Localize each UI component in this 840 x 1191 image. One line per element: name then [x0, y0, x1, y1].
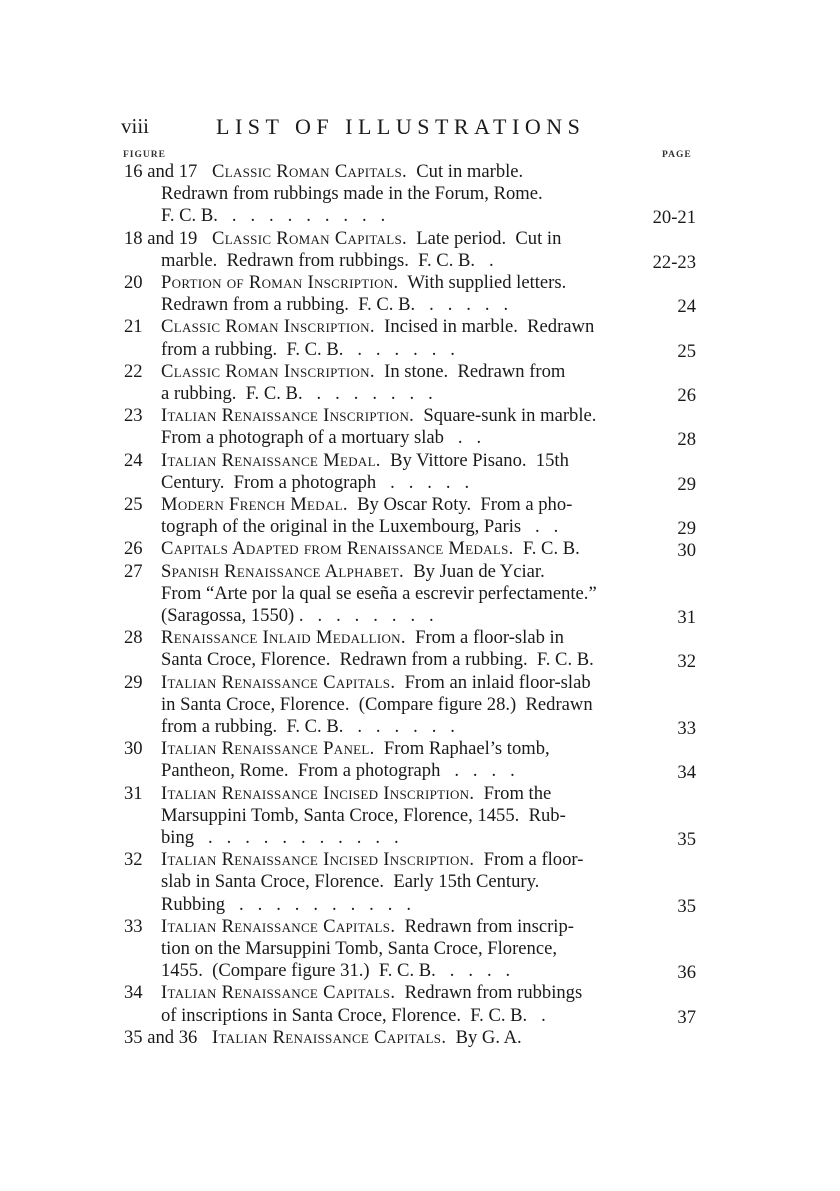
- figure-number: 31: [124, 782, 143, 804]
- entry-description: Rubbing: [161, 893, 226, 915]
- figure-number: 26: [124, 538, 143, 560]
- entry-description: By G. A.: [446, 1026, 522, 1048]
- entry-text: [161, 493, 646, 516]
- leader-dots: .: [527, 1004, 546, 1026]
- entry-text: [161, 715, 646, 738]
- entry-description: Square-sunk in marble.: [414, 405, 597, 427]
- leader-dots: .: [475, 249, 494, 271]
- entry-text: [161, 804, 646, 827]
- page-column-label: PAGE: [662, 150, 692, 160]
- page-reference: 25: [677, 340, 696, 362]
- entry-description: By Oscar Roty. From a pho-: [347, 494, 573, 515]
- entry-caption: Italian Renaissance Capitals.: [161, 982, 396, 1004]
- page-reference: 36: [677, 962, 696, 984]
- page-reference: 37: [677, 1006, 696, 1028]
- figure-number: 35 and 36: [124, 1026, 198, 1048]
- entry-text: [161, 360, 646, 383]
- entry-text: [212, 160, 697, 183]
- entry-description: From a photograph of a mortuary slab: [161, 427, 444, 449]
- page-reference: 24: [677, 296, 696, 318]
- page-reference: 30: [677, 540, 696, 562]
- entry-text: [161, 870, 646, 893]
- entry-description: Redrawn from inscrip-: [395, 915, 574, 937]
- entry-description: Incised in marble. Redrawn: [374, 316, 595, 338]
- entry-text: [161, 449, 646, 472]
- entry-description: 1455. (Compare figure 31.) F. C. B.: [161, 960, 436, 982]
- leader-dots: . . . . . . .: [303, 605, 434, 626]
- entry-description: bing: [161, 827, 195, 848]
- leader-dots: . . . . . . .: [302, 383, 433, 404]
- leader-dots: . . . . . .: [343, 716, 455, 737]
- entry-text: [161, 1004, 646, 1027]
- entry-caption: Modern French Medal.: [161, 494, 348, 515]
- leader-dots: . . . . . . . . . . .: [194, 827, 399, 848]
- entry-description: From the: [474, 782, 552, 804]
- entry-description: a rubbing. F. C. B.: [161, 383, 303, 404]
- page-reference: 35: [677, 829, 696, 850]
- figure-number: 27: [124, 560, 143, 582]
- entry-text: [161, 937, 646, 960]
- entry-description: in Santa Croce, Florence. (Compare figure 28.) Redrawn: [161, 693, 593, 715]
- entry-text: [161, 293, 646, 316]
- entry-text: [161, 737, 646, 760]
- leader-dots: . . . . .: [415, 294, 509, 316]
- entry-caption: Italian Renaissance Inscription.: [161, 405, 415, 427]
- entry-description: Redrawn from rubbings: [395, 982, 583, 1004]
- page-reference: 26: [677, 385, 696, 406]
- entry-caption: Italian Renaissance Incised Inscription.: [161, 782, 475, 804]
- entry-text: [161, 959, 646, 982]
- figure-number: 34: [124, 982, 143, 1004]
- entry-text: [161, 671, 646, 694]
- entry-text: [161, 981, 646, 1004]
- figure-number: 18 and 19: [124, 227, 198, 249]
- entry-caption: Portion of Roman Inscription.: [161, 272, 399, 293]
- entry-text: [161, 382, 646, 405]
- leader-dots: . . . . .: [376, 471, 470, 493]
- figure-number: 28: [124, 627, 143, 649]
- entry-description: F. C. B.: [161, 205, 218, 227]
- entry-description: Pantheon, Rome. From a photograph: [161, 760, 441, 782]
- running-header: [121, 114, 721, 144]
- entry-text: [161, 915, 646, 938]
- entry-caption: Italian Renaissance Capitals.: [161, 671, 396, 693]
- entry-text: [161, 693, 646, 716]
- leader-dots: . . . .: [440, 760, 515, 782]
- entry-text: [161, 848, 646, 871]
- page-number: viii: [121, 114, 150, 138]
- entry-description: Marsuppini Tomb, Santa Croce, Florence, 1455. Rub-: [161, 804, 566, 826]
- entry-text: [212, 1026, 697, 1049]
- entry-caption: Italian Renaissance Capitals.: [161, 915, 396, 937]
- entry-description: In stone. Redrawn from: [374, 360, 566, 382]
- entry-text: [161, 537, 646, 560]
- entry-description: With supplied letters.: [398, 272, 567, 293]
- entry-text: [161, 249, 646, 272]
- figure-number: 30: [124, 738, 143, 760]
- entry-text: [161, 560, 646, 583]
- entry-description: marble. Redrawn from rubbings. F. C. B.: [161, 249, 476, 271]
- entry-caption: Classic Roman Inscription.: [161, 316, 375, 338]
- figure-number: 24: [124, 449, 143, 471]
- entry-caption: Italian Renaissance Incised Inscription.: [161, 849, 475, 871]
- figure-number: 23: [124, 405, 143, 427]
- figure-number: 29: [124, 671, 143, 693]
- leader-dots: . . . . . . . . .: [217, 205, 386, 227]
- entry-caption: Spanish Renaissance Alphabet.: [161, 560, 404, 582]
- entry-description: (Saragossa, 1550) .: [161, 605, 304, 626]
- entry-caption: Classic Roman Inscription.: [161, 360, 375, 382]
- leader-dots: . . . . . . . . . .: [225, 893, 411, 915]
- entry-caption: Renaissance Inlaid Medallion.: [161, 627, 406, 649]
- entry-text: [161, 893, 646, 916]
- entry-text: [161, 204, 646, 227]
- entry-caption: Capitals Adapted from Renaissance Medals.: [161, 538, 514, 560]
- entry-text: [161, 626, 646, 649]
- leader-dots: . .: [521, 516, 559, 538]
- entry-text: [161, 338, 646, 361]
- entry-description: By Vittore Pisano. 15th: [380, 449, 569, 471]
- page-reference: 29: [677, 473, 696, 495]
- figure-number: 25: [124, 494, 143, 515]
- entry-text: [161, 471, 646, 494]
- entry-description: From Raphael’s tomb,: [374, 738, 550, 760]
- entry-description: From a floor-slab in: [405, 627, 564, 649]
- entry-text: [161, 315, 646, 338]
- leader-dots: . .: [443, 427, 482, 449]
- entry-description: Late period. Cut in: [406, 227, 562, 249]
- entry-caption: Classic Roman Capitals.: [212, 227, 407, 249]
- entry-description: slab in Santa Croce, Florence. Early 15th Century.: [161, 871, 540, 893]
- entry-caption: Italian Renaissance Medal.: [161, 449, 381, 471]
- entry-text: [212, 227, 697, 250]
- entry-description: Redrawn from rubbings made in the Forum, Rome.: [161, 183, 543, 205]
- entry-caption: Classic Roman Capitals.: [212, 161, 407, 182]
- entry-text: [161, 182, 646, 205]
- entry-description: From “Arte por la qual se eseña a escrevir perfectamente.”: [161, 582, 597, 604]
- figure-number: 22: [124, 360, 143, 382]
- figure-number: 21: [124, 316, 143, 338]
- figure-number: 16 and 17: [124, 161, 198, 182]
- entry-description: from a rubbing. F. C. B.: [161, 338, 344, 360]
- entry-text: [161, 582, 646, 605]
- page-reference: 29: [677, 518, 696, 540]
- figure-number: 33: [124, 915, 143, 937]
- page-reference: 28: [677, 429, 696, 451]
- entry-description: From an inlaid floor-slab: [395, 671, 591, 693]
- entry-description: Santa Croce, Florence. Redrawn from a rubbing. F. C. B.: [161, 649, 594, 671]
- entry-text: [161, 648, 646, 671]
- entry-text: [161, 759, 646, 782]
- page-reference: 22-23: [652, 251, 696, 273]
- page-reference: 33: [677, 718, 696, 739]
- page-reference: 34: [677, 762, 696, 784]
- page-reference: 32: [677, 651, 696, 673]
- entry-description: Redrawn from a rubbing. F. C. B.: [161, 294, 416, 316]
- entry-description: Cut in marble.: [406, 161, 524, 182]
- entry-caption: Italian Renaissance Capitals.: [212, 1026, 447, 1048]
- entry-description: tograph of the original in the Luxembourg, Paris: [161, 516, 522, 538]
- entry-text: [161, 604, 646, 627]
- entry-text: [161, 782, 646, 805]
- entry-caption: Italian Renaissance Panel.: [161, 738, 375, 760]
- entry-text: [161, 826, 646, 849]
- page-title: LIST OF ILLUSTRATIONS: [216, 114, 586, 139]
- page-reference: 31: [677, 607, 696, 628]
- figure-number: 32: [124, 849, 143, 871]
- leader-dots: . . . . . .: [343, 338, 455, 360]
- figure-column-label: FIGURE: [123, 150, 166, 160]
- entry-description: By Juan de Yciar.: [403, 560, 545, 582]
- entry-text: [161, 515, 646, 538]
- figure-number: 20: [124, 272, 143, 293]
- entry-text: [161, 271, 646, 294]
- entry-text: [161, 426, 646, 449]
- entry-description: Century. From a photograph: [161, 471, 377, 493]
- page-reference: 35: [677, 895, 696, 917]
- entry-description: from a rubbing. F. C. B.: [161, 716, 344, 737]
- entry-description: tion on the Marsuppini Tomb, Santa Croce, Florence,: [161, 938, 557, 959]
- page-reference: 20-21: [652, 207, 696, 229]
- entry-description: From a floor-: [474, 849, 584, 871]
- entry-description: F. C. B.: [513, 538, 580, 560]
- leader-dots: . . . .: [435, 960, 511, 982]
- entry-text: [161, 404, 646, 427]
- entry-description: of inscriptions in Santa Croce, Florence. F. C. B.: [161, 1004, 528, 1026]
